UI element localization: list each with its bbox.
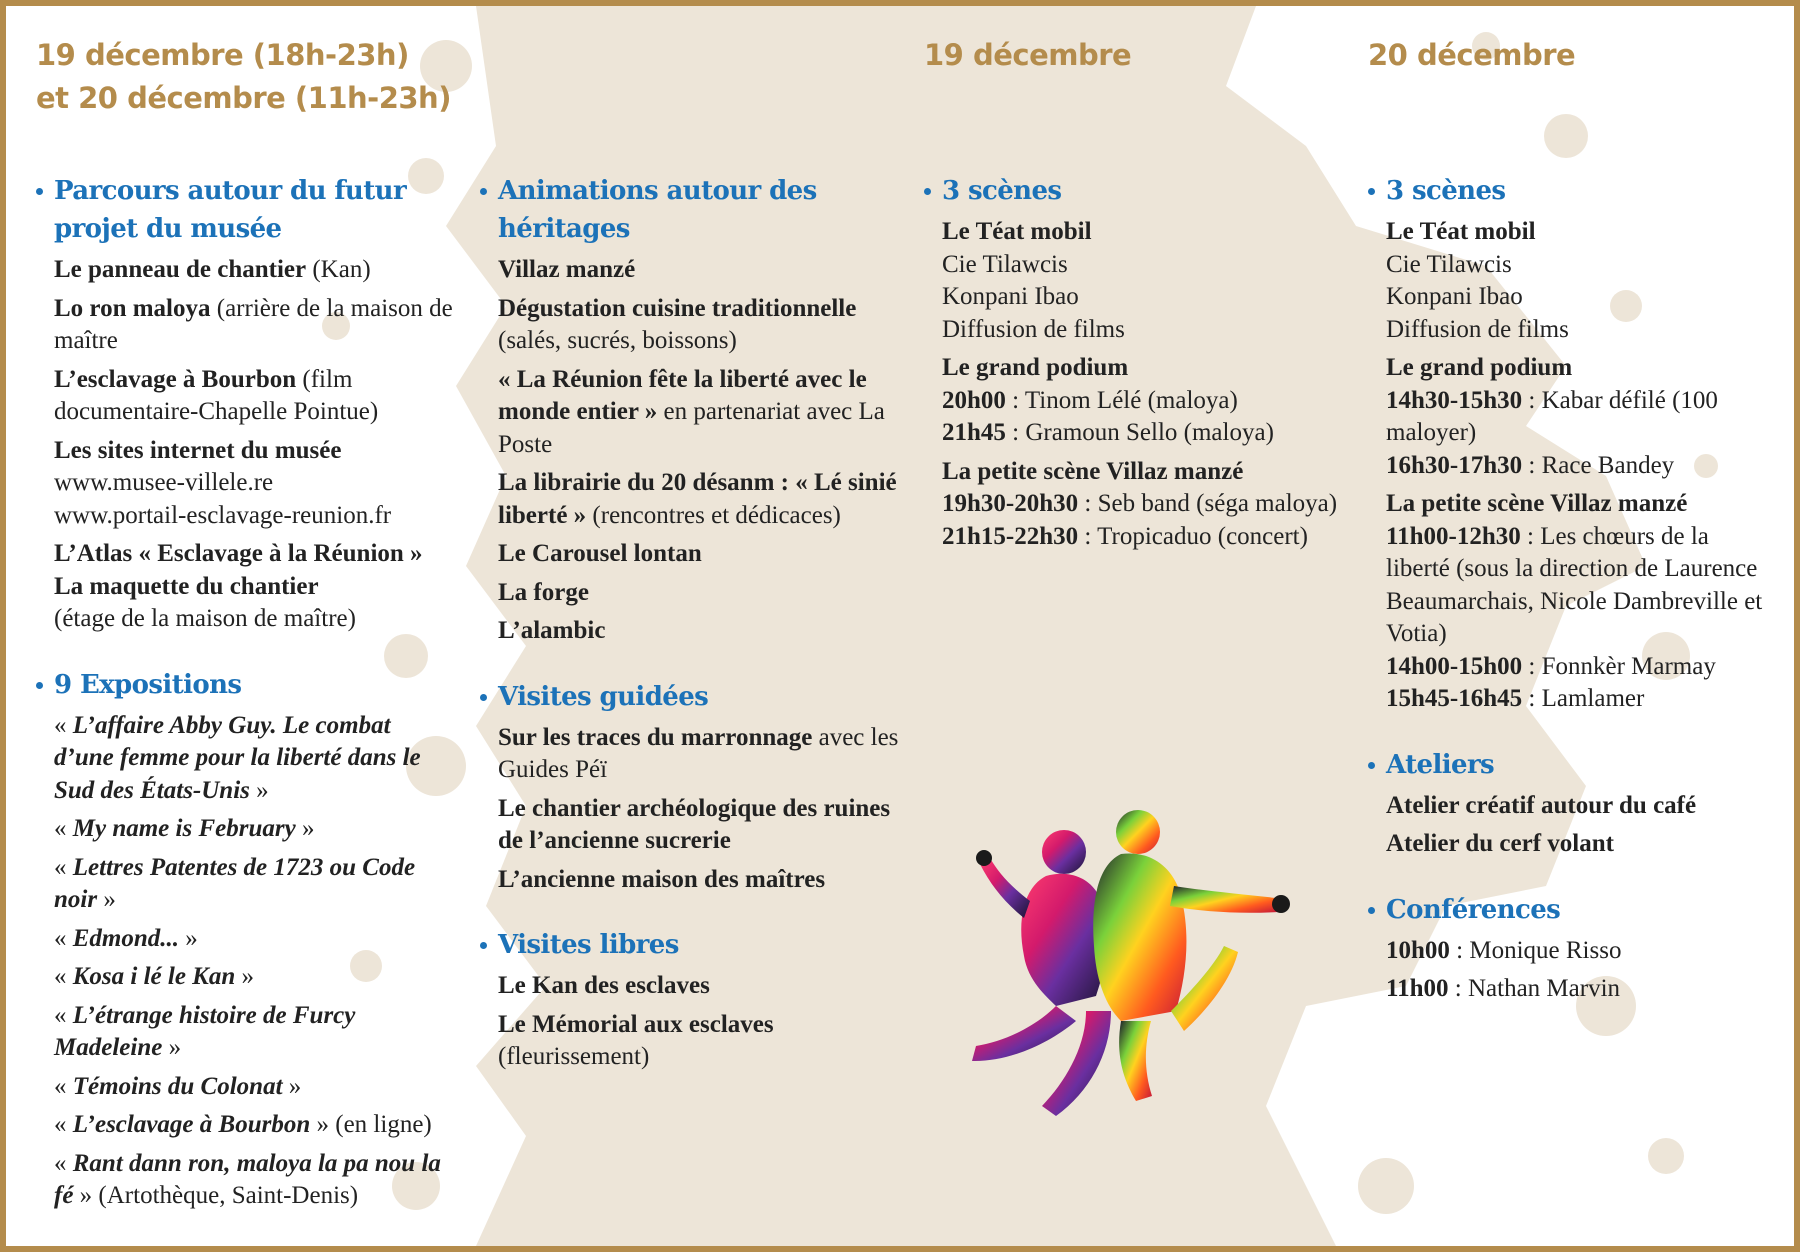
section-expositions [36, 666, 456, 1213]
list-item: 10h00 : Monique Risso [1386, 936, 1622, 964]
section-title: Visites guidées [498, 681, 709, 712]
section-3-scenes [924, 172, 1344, 553]
column-4 [1368, 34, 1778, 1006]
section-3-scenes [1368, 172, 1778, 716]
list-item: Sur les traces du marronnage avec les Guides Péï [498, 723, 899, 783]
list-item: Le Téat mobil Cie Tilawcis Konpani Ibao Diffusion de films [942, 218, 1125, 343]
date-line-1: 19 décembre (18h-23h) [36, 38, 409, 72]
section-title: Visites libres [498, 930, 679, 960]
list-item: « Témoins du Colonat » [54, 1072, 302, 1100]
list-item: Le Carousel lontan [498, 540, 702, 567]
section-title: 3 scènes [942, 176, 1062, 206]
section-visites-libres [480, 926, 900, 1074]
list-item: « L’étrange histoire de Furcy Madeleine » [54, 1001, 356, 1061]
list-item: La maquette du chantier (étage de la maison de maître) [54, 572, 356, 632]
section-title: Conférences [1386, 894, 1561, 925]
list-item: Le panneau de chantier (Kan) [54, 256, 371, 283]
list-item: « La Réunion fête la liberté avec le monde entier » en partenariat avec La Poste [498, 365, 885, 458]
list-item: L’esclavage à Bourbon (film documentaire-Chapelle Pointue) [54, 365, 379, 425]
list-item: L’Atlas « Esclavage à la Réunion » [54, 540, 423, 567]
list-item: Le Kan des esclaves [498, 972, 710, 999]
list-item: « L’esclavage à Bourbon » (en ligne) [54, 1111, 432, 1138]
list-item: Atelier du cerf volant [1386, 830, 1614, 857]
dancer-right [1093, 810, 1278, 1101]
list-item: « Kosa i lé le Kan » [54, 963, 255, 990]
list-item: Le Téat mobil Cie Tilawcis Konpani Ibao Diffusion de films [1386, 218, 1569, 343]
list-item: La petite scène Villaz manzé 11h00-12h30 : Les chœurs de la liberté (sous la direction de Laurence Beaumarchais, Nicole Dambreville et Votia) 14h00-15h00 : Fonnkèr Marmay 15h45-16h45 : Lamlamer [1386, 490, 1763, 712]
column-3 [924, 34, 1344, 553]
list-item: « Rant dann ron, maloya la pa nou la fé » (Artothèque, Saint-Denis) [54, 1149, 441, 1209]
list-item: « My name is February » [54, 815, 315, 842]
column-1 [36, 34, 456, 1213]
list-item: La petite scène Villaz manzé 19h30-20h30 : Seb band (séga maloya) 21h15-22h30 : Tropicaduo (concert) [942, 457, 1338, 550]
list-item: « Edmond... » [54, 924, 198, 952]
dancer-left [972, 830, 1111, 1116]
dancers-illustration [946, 806, 1316, 1126]
section-title: Parcours autour du futur projet du musée [54, 176, 407, 244]
date-heading-empty [480, 34, 900, 142]
section-parcours [36, 172, 456, 636]
section-title: Animations autour des héritages [498, 176, 817, 244]
section-visites-guidees [480, 678, 900, 897]
website-link[interactable]: www.musee-villele.re [54, 469, 274, 496]
section-conferences [1368, 891, 1778, 1006]
list-item: L’ancienne maison des maîtres [498, 865, 826, 893]
website-link[interactable]: www.portail-esclavage-reunion.fr [54, 501, 392, 529]
date-heading: 20 décembre [1368, 38, 1576, 72]
list-item: Les sites internet du musée www.musee-villele.re www.portail-esclavage-reunion.fr [54, 435, 456, 533]
list-item: La librairie du 20 désanm : « Lé sinié liberté » (rencontres et dédicaces) [498, 469, 897, 529]
list-item: La forge [498, 578, 589, 606]
section-title: Ateliers [1386, 749, 1495, 780]
date-line-2: et 20 décembre (11h-23h) [36, 81, 451, 115]
date-heading: 19 décembre [924, 38, 1132, 72]
list-item: Lo ron maloya (arrière de la maison de maître [54, 294, 453, 354]
list-item: « L’affaire Abby Guy. Le combat d’une femme pour la liberté dans le Sud des États-Unis » [54, 711, 421, 804]
list-item: Dégustation cuisine traditionnelle (salés, sucrés, boissons) [498, 294, 857, 354]
section-ateliers [1368, 746, 1778, 861]
list-item: Villaz manzé [498, 256, 636, 283]
section-title: 9 Expositions [54, 669, 242, 700]
list-item: Le Mémorial aux esclaves (fleurissement) [498, 1010, 774, 1070]
list-item: « Lettres Patentes de 1723 ou Code noir » [54, 853, 416, 913]
list-item: Le grand podium 20h00 : Tinom Lélé (maloya) 21h45 : Gramoun Sello (maloya) [942, 354, 1274, 446]
list-item: Le chantier archéologique des ruines de l’ancienne sucrerie [498, 794, 891, 854]
column-2 [480, 34, 900, 1074]
list-item: L’alambic [498, 617, 606, 644]
section-title: 3 scènes [1386, 176, 1506, 206]
list-item: Atelier créatif autour du café [1386, 791, 1697, 819]
list-item: 11h00 : Nathan Marvin [1386, 975, 1621, 1002]
section-animations [480, 172, 900, 648]
date-heading [36, 34, 456, 142]
list-item: Le grand podium 14h30-15h30 : Kabar défilé (100 maloyer) 16h30-17h30 : Race Bandey [1386, 354, 1718, 479]
